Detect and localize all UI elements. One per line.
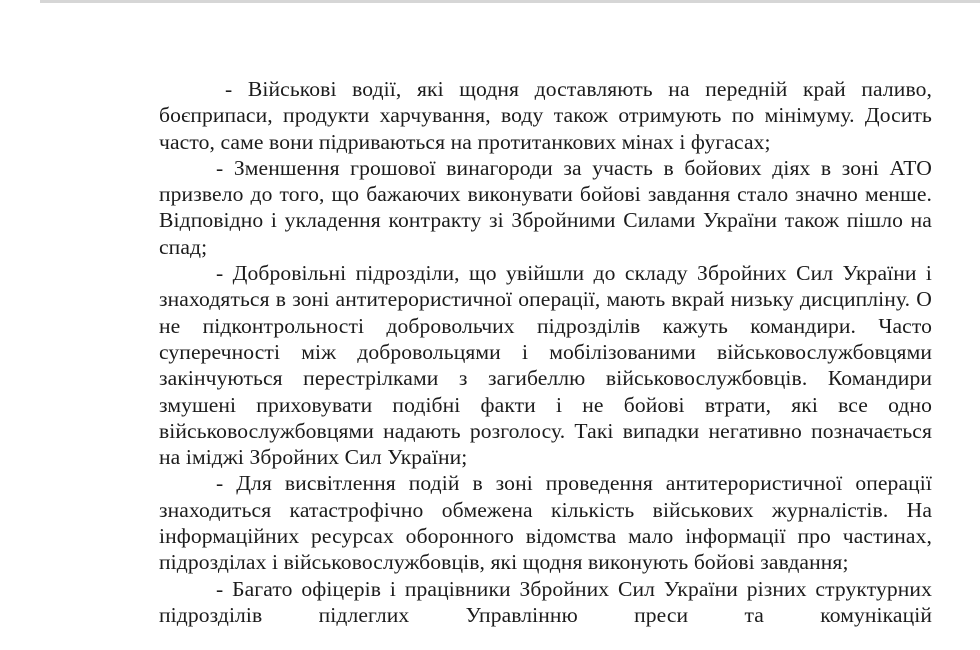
paragraph-volunteer-units: - Добровільні підрозділи, що увійшли до складу Збройних Сил України і знаходяться в зоні антитерористичної операції, мають вкрай низьку дисципліну. О не підконтрольності добровольчих підрозділів кажуть командири. Часто суперечності між добровольцями і мобілізованими військовослужбовцями закінчуються перестрілками з загибеллю військовослужбовців. Командири змушені приховувати подібні факти і не бойові втрати, які все одно військовослужбовцями надають розголосу. Такі випадки негативно позначається на іміджі Збройних Сил України; xyxy=(159,261,932,470)
document-page xyxy=(159,76,932,628)
paragraph-military-journalists: - Для висвітлення подій в зоні проведення антитерористичної операції знаходиться катастрофічно обмежена кількість військових журналістів. На інформаційних ресурсах оборонного відомства мало інформації про частинах, підрозділах і військовослужбовців, які щодня виконують бойові завдання; xyxy=(159,471,932,575)
scan-top-edge xyxy=(40,0,980,3)
paragraph-military-drivers: - Військові водії, які щодня доставляють на передній край паливо, боєприпаси, продукти харчування, воду також отримують по мінімуму. Досить часто, саме вони підриваються на протитанкових мінах і фугасах; xyxy=(159,77,932,154)
paragraph-officers-press: - Багато офіцерів і працівники Збройних Сил України різних структурних підрозділів підлеглих Управлінню преси та комунікацій xyxy=(159,576,932,627)
paragraph-reduced-pay: - Зменшення грошової винагороди за участь в бойових діях в зоні АТО призвело до того, що бажаючих виконувати бойові завдання стало значно менше. Відповідно і укладення контракту зі Збройними Силами України також пішло на спад; xyxy=(159,155,932,259)
